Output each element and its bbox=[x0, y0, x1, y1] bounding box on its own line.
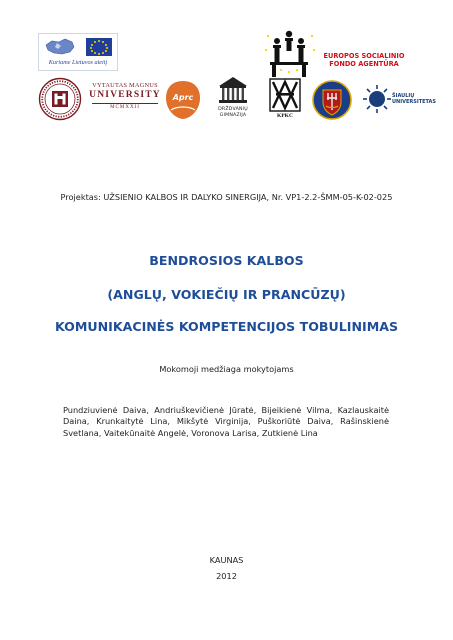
eu-flag-icon bbox=[86, 38, 112, 56]
sunburst-icon bbox=[362, 84, 392, 114]
coat-of-arms-icon bbox=[312, 78, 352, 122]
eu-structural-funds-logo bbox=[38, 33, 118, 71]
vdu-line1: VYTAUTAS MAGNUS bbox=[92, 82, 158, 89]
vdu-wordmark bbox=[86, 82, 164, 118]
publication-city: KAUNAS bbox=[209, 555, 244, 565]
esf-name-line1: EUROPOS SOCIALINIO bbox=[323, 52, 405, 60]
aprc-label: Aprc bbox=[172, 93, 194, 102]
vdu-seal-icon bbox=[38, 77, 82, 121]
publication-year: 2012 bbox=[216, 571, 237, 581]
kpkc-emblem-icon bbox=[269, 78, 301, 112]
title-line-1: BENDROSIOS KALBOS bbox=[149, 253, 304, 268]
eu-slogan: Kuriame Lietuvos ateitį bbox=[48, 59, 108, 66]
esf-agency-logo bbox=[262, 28, 412, 80]
esf-figures-icon bbox=[262, 28, 322, 80]
kpkc-logo bbox=[265, 78, 305, 122]
project-line: Projektas: UŽSIENIO KALBOS IR DALYKO SINERGIJA, Nr. VP1-2.2-ŠMM-05-K-02-025 bbox=[60, 192, 393, 202]
su-line1: ŠIAULIŲ bbox=[392, 93, 415, 99]
gymnasium-logo bbox=[210, 75, 256, 123]
su-line2: UNIVERSITETAS bbox=[392, 99, 437, 105]
aprc-logo bbox=[165, 80, 201, 120]
authors-list: Pundziuvienė Daiva, Andriuškevičienė Jūratė, Bijeikienė Vilma, Kazlauskaitė Daina, Krunkaitytė Lina, Mikšytė Virginija, Puškoriūtė Daiva, Rašinskienė Svetlana, Vaitekūnaitė Angelė, Voronova Larisa, Zutkienė Lina bbox=[63, 405, 389, 438]
gymnasium-line2: GIMNAZIJA bbox=[219, 113, 247, 118]
vdu-line2: UNIVERSITY bbox=[89, 90, 161, 100]
building-icon bbox=[217, 75, 249, 105]
subtitle: Mokomoji medžiaga mokytojams bbox=[159, 364, 294, 374]
vdu-line3: MCMXXII bbox=[110, 105, 140, 110]
gymnasium-line1: DRŽDVANIŲ bbox=[218, 107, 248, 112]
esf-name-line2: FONDO AGENTŪRA bbox=[329, 60, 399, 68]
kpkc-label: KPKC bbox=[277, 113, 293, 119]
lithuania-map-icon bbox=[43, 37, 77, 57]
title-line-3: KOMUNIKACINĖS KOMPETENCIJOS TOBULINIMAS bbox=[54, 319, 399, 334]
title-line-2: (ANGLŲ, VOKIEČIŲ IR PRANCŪZŲ) bbox=[107, 287, 346, 302]
siauliai-university-logo bbox=[362, 82, 437, 118]
